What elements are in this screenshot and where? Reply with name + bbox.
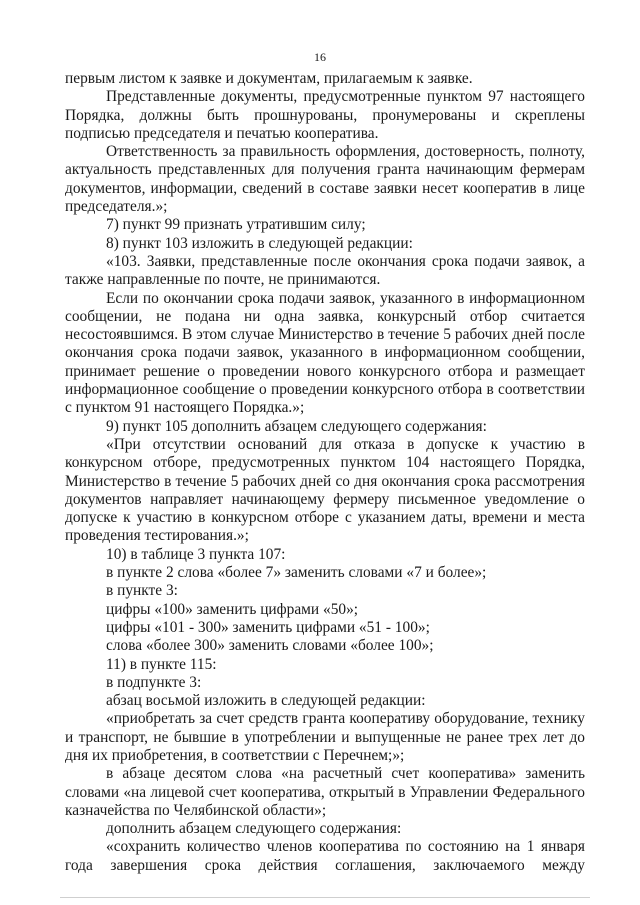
paragraph: «приобретать за счет средств гранта кооперативу оборудование, технику и транспорт, не бывшие в употреблении и выпущенные не ранее трех лет до дня их приобретения, в соответствии с Перечнем;»; [65, 710, 585, 764]
paragraph: дополнить абзацем следующего содержания: [106, 820, 402, 838]
paragraph: «сохранить количество членов кооператива по состоянию на 1 января года завершения срока действия соглашения, заключаемого между [65, 838, 585, 874]
paragraph: 7) пункт 99 признать утратившим силу; [106, 216, 366, 234]
page-bottom-edge [60, 897, 590, 898]
paragraph: первым листом к заявке и документам, прилагаемым к заявке. [65, 70, 473, 87]
paragraph: цифры «100» заменить цифрами «50»; [106, 600, 359, 618]
paragraph: абзац восьмой изложить в следующей редакции: [106, 692, 426, 710]
paragraph: Если по окончании срока подачи заявок, указанного в информационном сообщении, не подана ни одна заявка, конкурсный отбор считается несостоявшимся. В этом случае Министерство в течение 5 рабочих дней после окончания срока подачи заявок, указанного в информационном сообщении, принимает решение о проведении нового конкурсного отбора и размещает информационное сообщение о проведении конкурсного отбора в соответствии с пунктом 91 настоящего Порядка.»; [65, 289, 585, 417]
paragraph: Ответственность за правильность оформления, достоверность, полноту, актуальность представленных для получения гранта начинающим фермерам документов, информации, сведений в составе заявки несет кооператив в лице председателя.»; [65, 143, 585, 216]
paragraph: 8) пункт 103 изложить в следующей редакции: [106, 234, 413, 252]
paragraph: слова «более 300» заменить словами «более 100»; [106, 637, 434, 655]
paragraph: цифры «101 - 300» заменить цифрами «51 - 100»; [106, 618, 430, 636]
paragraph: в подпункте 3: [106, 673, 202, 691]
paragraph: «103. Заявки, представленные после окончания срока подачи заявок, а также направленные по почте, не принимаются. [65, 252, 585, 289]
page-number: 16 [314, 50, 326, 64]
paragraph: в пункте 3: [106, 582, 178, 600]
paragraph: 11) в пункте 115: [106, 655, 217, 673]
paragraph: 10) в таблице 3 пункта 107: [106, 545, 286, 563]
paragraph: в абзаце десятом слова «на расчетный счет кооператива» заменить словами «на лицевой счет кооператива, открытый в Управлении Федерального казначейства по Челябинской области»; [65, 765, 585, 819]
paragraph: 9) пункт 105 дополнить абзацем следующего содержания: [106, 417, 487, 435]
paragraph: «При отсутствии оснований для отказа в допуске к участию в конкурсном отборе, предусмотренных пунктом 104 настоящего Порядка, Министерство в течение 5 рабочих дней со дня окончания срока рассмотрения документов направляет начинающему фермеру письменное уведомление о допуске к участию в конкурсном отборе с указанием даты, времени и места проведения тестирования.»; [65, 435, 585, 545]
document-body [65, 70, 585, 875]
paragraph: Представленные документы, предусмотренные пунктом 97 настоящего Порядка, должны быть прошнурованы, пронумерованы и скреплены подписью председателя и печатью кооператива. [65, 88, 585, 142]
paragraph: в пункте 2 слова «более 7» заменить словами «7 и более»; [106, 564, 487, 582]
